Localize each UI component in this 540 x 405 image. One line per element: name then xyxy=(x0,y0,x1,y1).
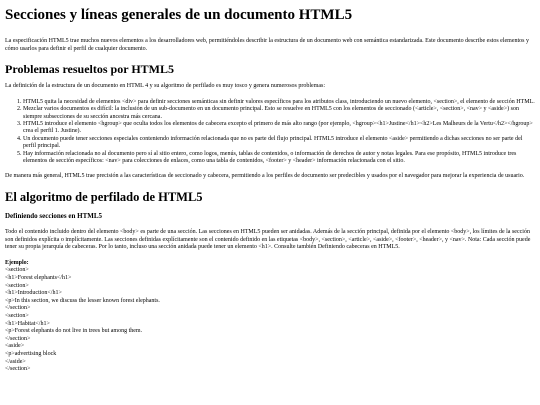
list-item: 4. Un documento puede tener secciones especiales conteniendo información relacionada que no es parte del flujo principal. HTML5 introduce el elemento <aside> permitiendo a dichas secciones no ser parte del perfil principal. xyxy=(23,136,535,151)
list-item: 3. HTML5 introduce el elemento <hgroup> que oculta todos los elementos de cabecera excepto el primero de más alto rango (por ejemplo, <hgroup><h1>Justine</h1><h2>Les Malheurs de la Vertu</h2></hgroup> crea el perfil 1. Justine). xyxy=(23,121,535,136)
example-label: Ejemplo: xyxy=(5,259,29,266)
example-line: </aside> xyxy=(5,358,26,365)
section-heading-problems: Problemas resueltos por HTML5 xyxy=(5,62,174,77)
example-line: </section> xyxy=(5,335,31,342)
list-item: 5. Hay información relacionada no al documento pero sí al sitio entero, como logos, menús, tablas de contenidos, o información de derechos de autor y notas legales. Para ese propósito, HTML5 introduce tres elementos de sección específicos: <nav> para colecciones de enlaces, como una tabla de contenidos, <footer> y <header> información relacionada con el sitio. xyxy=(23,151,535,166)
example-line: </section> xyxy=(5,305,31,312)
example-line: <p>advertising block xyxy=(5,350,57,357)
problems-lead-paragraph: La definición de la estructura de un documento en HTML 4 y su algoritmo de perfilado es muy tosco y genera numerosos problemas: xyxy=(5,83,326,90)
section-heading-algorithm: El algoritmo de perfilado de HTML5 xyxy=(5,190,203,205)
example-block xyxy=(5,260,535,374)
problems-list xyxy=(5,99,535,166)
example-line: <h1>Forest elephants</h1> xyxy=(5,275,72,281)
example-line: <h1>Introduction</h1> xyxy=(5,290,62,297)
example-line: <section> xyxy=(5,282,29,289)
problems-closing-paragraph: De manera más general, HTML5 trae precisión a las características de seccionado y cabecera, permitiendo a los perfiles de documento ser predecibles y usados por el navegador para mejorar la experiencia de usuario. xyxy=(5,173,525,180)
page-title: Secciones y líneas generales de un documento HTML5 xyxy=(5,7,353,23)
subsection-heading-defining: Definiendo secciones en HTML5 xyxy=(5,212,103,221)
list-item: 2. Mezclar varios documentos es difícil: la inclusión de un sub-documento en un documento principal. Esto se resuelve en HTML5 con los elementos de seccionado (<article>, <section>, <nav> y <aside>) son siempre subsecciones de su sección ancestra más cercana. xyxy=(23,106,535,121)
defining-body-paragraph: Todo el contenido incluido dentro del elemento <body> es parte de una sección. Las secciones en HTML5 pueden ser anidadas. Además de la sección principal, definida por el elemento <body>, los límites de la sección son definidos explícita o implícitamente. Las secciones definidas explícitamente son el contenido definido en las etiquetas <body>, <section>, <article>, <aside>, <footer>, <header>, y <nav>. Nota: Cada sección puede tener su propia jerarquía de cabeceras. Por lo tanto, incluso una sección anidada puede tener un elemento <h1>. Consulte también Definiendo cabeceras en HTML5. xyxy=(5,229,531,251)
example-line: <aside> xyxy=(5,343,25,350)
example-line: <section> xyxy=(5,267,29,274)
example-line: <p>Forest elephants do not live in trees but among them. xyxy=(5,328,143,335)
example-line: <h1>Habitat</h1> xyxy=(5,320,50,327)
intro-paragraph: La especificación HTML5 trae muchos nuevos elementos a los desarrolladores web, permitiéndoles describir la estructura de un documento web con semántica estandarizada. Este documento describe estos elementos y cómo usarlos para definir el perfil de cualquier documento. xyxy=(5,38,529,52)
example-line: </section> xyxy=(5,366,31,373)
example-line: <p>In this section, we discuss the lesser known forest elephants. xyxy=(5,297,160,304)
list-item: 1. HTML5 quita la necesidad de elementos <div> para definir secciones semánticas sin definir valores específicos para los atributos class, introduciendo un nuevo elemento, <section>, el elemento de sección HTML. xyxy=(23,99,535,106)
example-line: <section> xyxy=(5,312,29,319)
